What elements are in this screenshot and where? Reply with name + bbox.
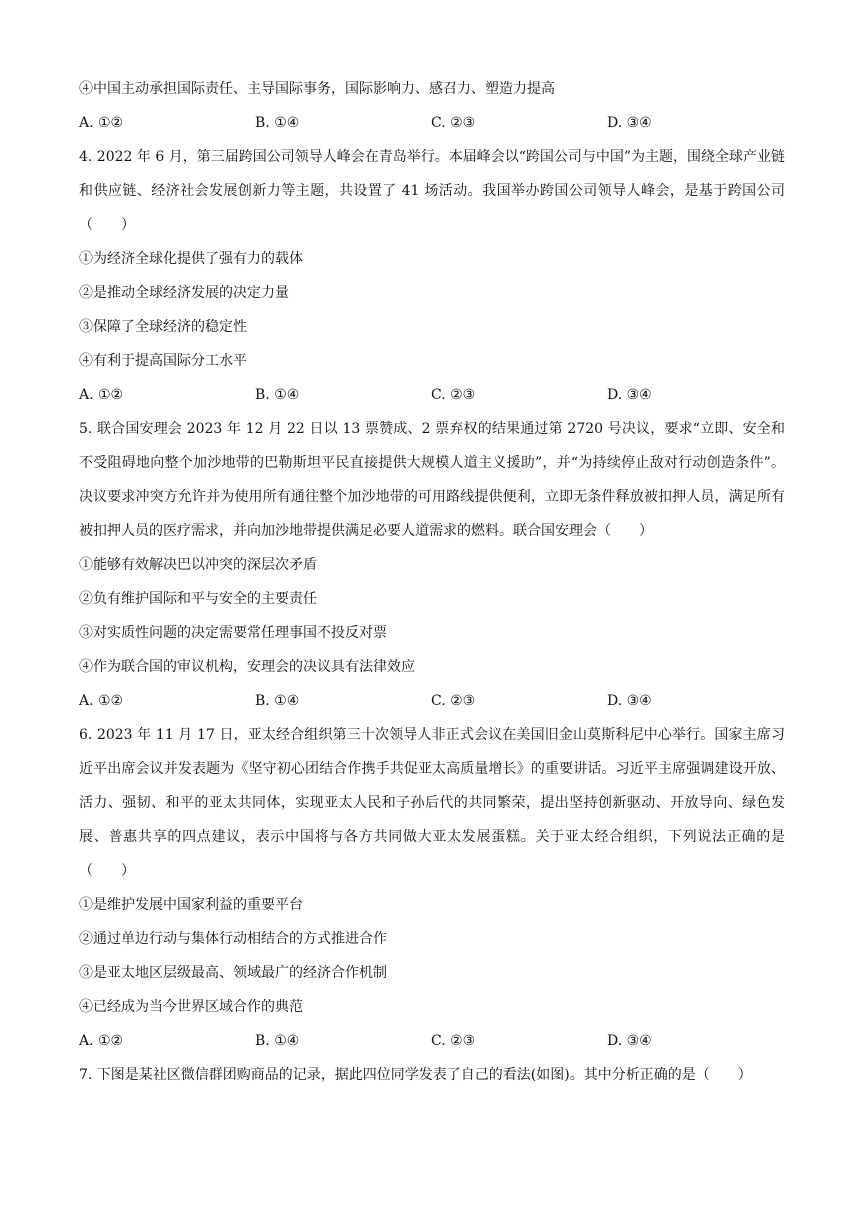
question-6 [79,718,785,1058]
q6-option-d[interactable]: D. ③④ [607,1033,652,1049]
q4-option-b[interactable]: B. ①④ [255,387,300,403]
q3-option-a[interactable]: A. ①② [79,115,124,131]
q5-option-b[interactable]: B. ①④ [255,693,300,709]
q5-statement-4: ④作为联合国的审议机构，安理会的决议具有法律效应 [79,659,415,675]
q5-option-a[interactable]: A. ①② [79,693,124,709]
q6-options [79,1024,785,1058]
question-4 [79,140,785,412]
question-5 [79,412,785,718]
q4-statement-1: ①为经济全球化提供了强有力的载体 [79,251,303,267]
q4-statement-2: ②是推动全球经济发展的决定力量 [79,285,289,301]
q6-option-c[interactable]: C. ②③ [431,1033,476,1049]
q6-statement-1: ①是维护发展中国家利益的重要平台 [79,897,303,913]
q6-statement-3: ③是亚太地区层级最高、领域最广的经济合作机制 [79,965,387,981]
q5-stem: 5. 联合国安理会 2023 年 12 月 22 日以 13 票赞成、2 票弃权的结果通过第 2720 号决议，要求“立即、安全和不受阻碍地向整个加沙地带的巴勒斯坦平民直接提供大规模人道主义援助”，并“为持续停止敌对行动创造条件”。决议要求冲突方允许并为使用所有通往整个加沙地带的可用路线提供便利，立即无条件释放被扣押人员，满足所有被扣押人员的医疗需求，并向加沙地带提供满足必要人道需求的燃料。联合国安理会（ ） [79,421,785,539]
q5-statement-1: ①能够有效解决巴以冲突的深层次矛盾 [79,557,317,573]
q6-statement-2: ②通过单边行动与集体行动相结合的方式推进合作 [79,931,387,947]
q4-statement-3: ③保障了全球经济的稳定性 [79,319,247,335]
q4-option-a[interactable]: A. ①② [79,387,124,403]
q5-option-c[interactable]: C. ②③ [431,693,476,709]
q6-option-b[interactable]: B. ①④ [255,1033,300,1049]
q5-options [79,684,785,718]
q3-options [79,106,785,140]
question-7 [79,1058,785,1092]
q4-options [79,378,785,412]
q4-option-d[interactable]: D. ③④ [607,387,652,403]
q4-statement-4: ④有利于提高国际分工水平 [79,353,247,369]
exam-page [79,72,785,1092]
question-3-tail [79,72,785,140]
q6-statement-4: ④已经成为当今世界区域合作的典范 [79,999,303,1015]
q3-option-c[interactable]: C. ②③ [431,115,476,131]
q3-statement-4: ④中国主动承担国际责任、主导国际事务，国际影响力、感召力、塑造力提高 [79,81,555,97]
q4-option-c[interactable]: C. ②③ [431,387,476,403]
q3-option-d[interactable]: D. ③④ [607,115,652,131]
q6-stem: 6. 2023 年 11 月 17 日，亚太经合组织第三十次领导人非正式会议在美国旧金山莫斯科尼中心举行。国家主席习近平出席会议并发表题为《坚守初心团结合作携手共促亚太高质量增长》的重要讲话。习近平主席强调建设开放、活力、强韧、和平的亚太共同体，实现亚太人民和子孙后代的共同繁荣，提出坚持创新驱动、开放导向、绿色发展、普惠共享的四点建议，表示中国将与各方共同做大亚太发展蛋糕。关于亚太经合组织，下列说法正确的是（ ） [79,727,785,879]
q5-statement-2: ②负有维护国际和平与安全的主要责任 [79,591,317,607]
q5-statement-3: ③对实质性问题的决定需要常任理事国不投反对票 [79,625,387,641]
q6-option-a[interactable]: A. ①② [79,1033,124,1049]
q4-stem: 4. 2022 年 6 月，第三届跨国公司领导人峰会在青岛举行。本届峰会以“跨国公司与中国”为主题，围绕全球产业链和供应链、经济社会发展创新力等主题，共设置了 41 场活动。我国举办跨国公司领导人峰会，是基于跨国公司（ ） [79,149,786,233]
q7-stem: 7. 下图是某社区微信群团购商品的记录，据此四位同学发表了自己的看法(如图)。其中分析正确的是（ ） [79,1067,752,1083]
q3-option-b[interactable]: B. ①④ [255,115,300,131]
q5-option-d[interactable]: D. ③④ [607,693,652,709]
